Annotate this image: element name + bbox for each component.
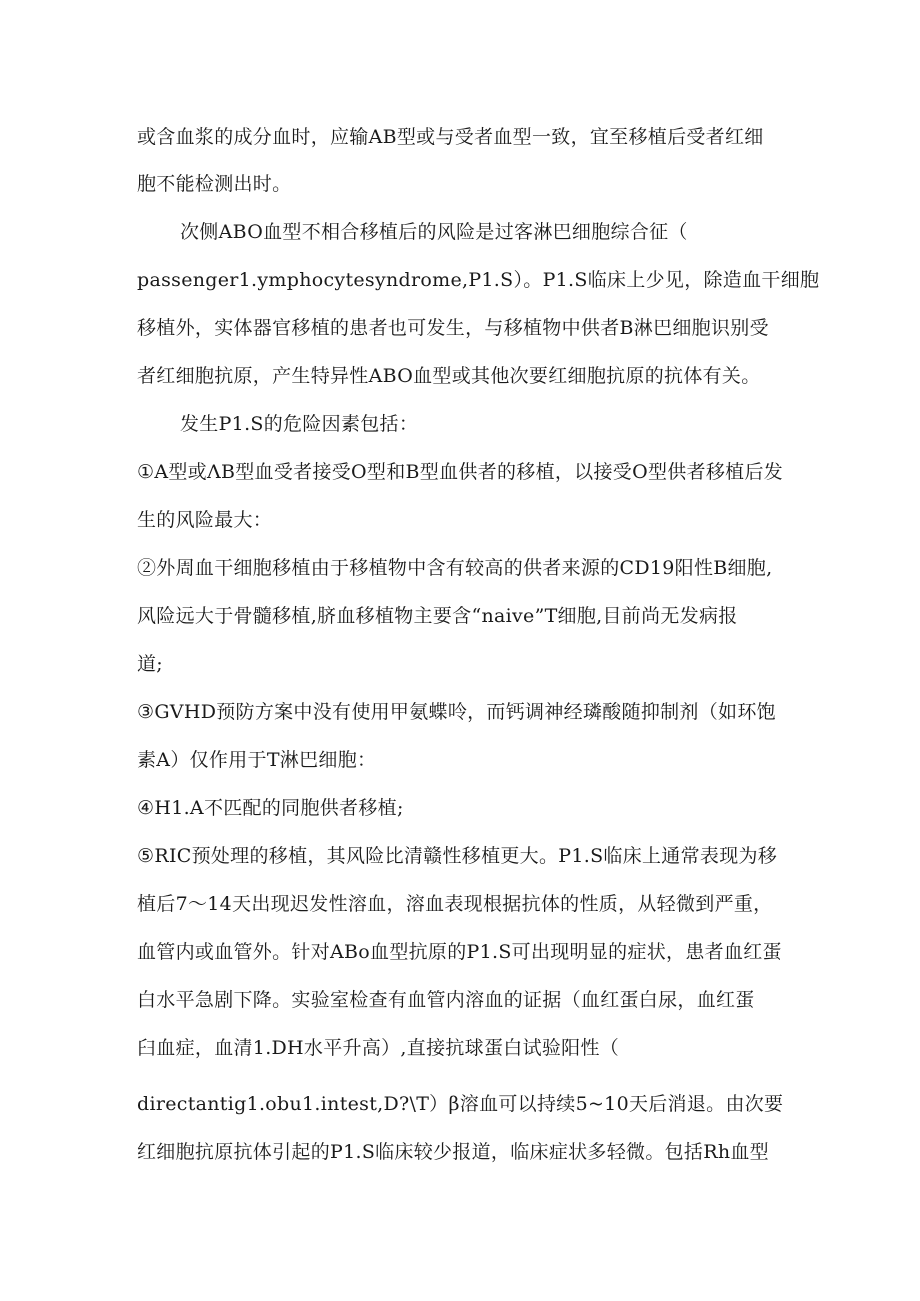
- text-line: 植后7～14天出现迟发性溶血，溶血表现根据抗体的性质，从轻微到严重，: [137, 893, 773, 915]
- text-line: directantig1.obu1.intest,D?\T）β溶血可以持续5~10天后消退。由次要: [137, 1093, 784, 1115]
- text-line: 臼血症，血清1.DH水平升高）,直接抗球蛋白试验阳性（: [137, 1037, 620, 1059]
- text-line: 或含血浆的成分血时，应输AB型或与受者血型一致，宜至移植后受者红细: [137, 126, 764, 148]
- list-item-line: ①A型或ΛB型血受者接受O型和B型血供者的移植，以接受O型供者移植后发: [137, 461, 784, 483]
- text-line: 白水平急剧下降。实验室检查有血管内溶血的证据（血红蛋白尿，血红蛋: [137, 989, 755, 1011]
- text-line: 道;: [137, 653, 164, 675]
- text-line: 红细胞抗原抗体引起的P1.S临床较少报道，临床症状多轻微。包括Rh血型: [137, 1141, 769, 1163]
- list-item-line: ⑤RIC预处理的移植，其风险比清赣性移植更大。P1.S临床上通常表现为移: [137, 845, 778, 867]
- list-item-line: ④H1.A不匹配的同胞供者移植;: [137, 797, 404, 819]
- paragraph-start-line: 次侧ABO血型不相合移植后的风险是过客淋巴细胞综合征（: [180, 221, 688, 243]
- paragraph-start-line: 发生P1.S的危险因素包括：: [180, 413, 419, 435]
- list-item-line: ②外周血干细胞移植由于移植物中含有较高的供者来源的CD19阳性B细胞,: [137, 557, 773, 579]
- text-line: 生的风险最大：: [137, 509, 273, 531]
- list-item-line: ③GVHD预防方案中没有使用甲氨蝶呤，而钙调神经璘酸随抑制剂（如环饱: [137, 701, 776, 723]
- text-line: 者红细胞抗原，产生特异性ABO血型或其他次要红细胞抗原的抗体有关。: [137, 365, 761, 387]
- text-line: 胞不能检测出时。: [137, 173, 292, 195]
- text-line: 素A）仅作用于T淋巴细胞：: [137, 749, 377, 771]
- text-line: 移植外，实体器官移植的患者也可发生，与移植物中供者B淋巴细胞识别受: [137, 317, 769, 339]
- text-line: passenger1.ymphocytesyndrome,P1.S）。P1.S临床上少见，除造血干细胞: [137, 269, 820, 291]
- text-line: 风险远大于骨髓移植,脐血移植物主要含“naive”T细胞,目前尚无发病报: [137, 605, 738, 627]
- text-line: 血管内或血管外。针对ABo血型抗原的P1.S可出现明显的症状，患者血红蛋: [137, 941, 782, 963]
